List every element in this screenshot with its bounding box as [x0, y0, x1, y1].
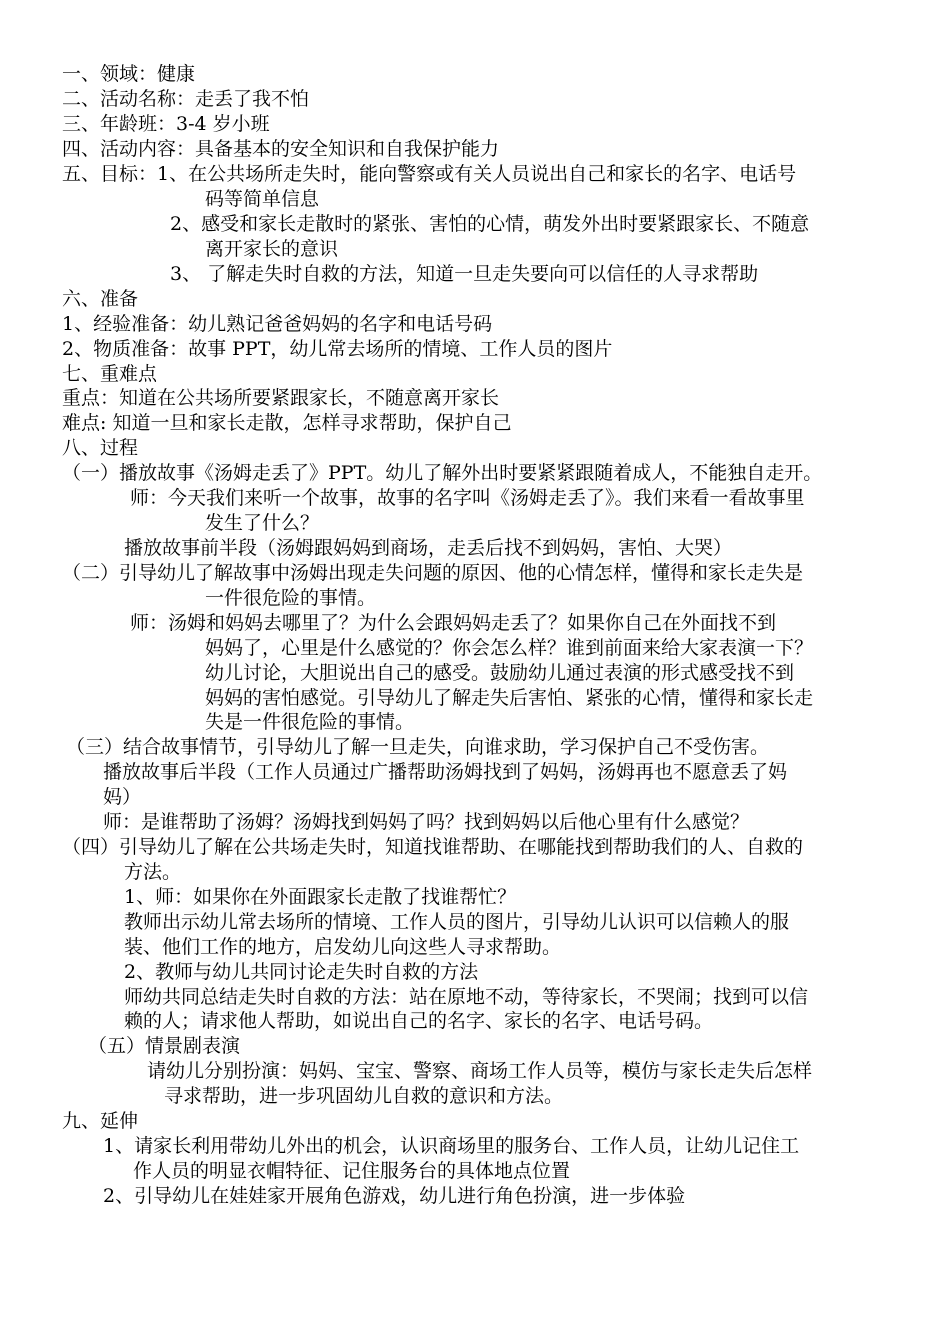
doc-line: （三）结合故事情节，引导幼儿了解一旦走失，向谁求助，学习保护自己不受伤害。 — [66, 736, 770, 758]
doc-line: 幼儿讨论，大胆说出自己的感受。鼓励幼儿通过表演的形式感受找不到 — [205, 662, 795, 684]
doc-line: 一件很危险的事情。 — [205, 587, 377, 609]
doc-line: （五）情景剧表演 — [88, 1035, 241, 1057]
doc-line: 播放故事后半段（工作人员通过广播帮助汤姆找到了妈妈，汤姆再也不愿意丢了妈 — [103, 761, 788, 783]
doc-line: 一、领域：健康 — [62, 63, 196, 85]
doc-line: 难点: 知道一旦和家长走散，怎样寻求帮助，保护自己 — [62, 412, 512, 434]
doc-line: 离开家长的意识 — [205, 238, 339, 260]
doc-line: 八、过程 — [62, 437, 139, 459]
doc-line: 赖的人；请求他人帮助，如说出自己的名字、家长的名字、电话号码。 — [124, 1010, 714, 1032]
doc-line: 2、感受和家长走散时的紧张、害怕的心情，萌发外出时要紧跟家长、不随意 — [170, 213, 810, 235]
doc-line: 失是一件很危险的事情。 — [205, 711, 415, 733]
doc-line: 妈） — [103, 786, 142, 808]
doc-line: 发生了什么？ — [205, 512, 320, 534]
doc-line: 方法。 — [124, 861, 182, 883]
doc-line: 师：汤姆和妈妈去哪里了？为什么会跟妈妈走丢了？如果你自己在外面找不到 — [130, 612, 777, 634]
doc-line: 码等简单信息 — [205, 188, 320, 210]
doc-line: 寻求帮助，进一步巩固幼儿自救的意识和方法。 — [164, 1085, 564, 1107]
doc-line: 四、活动内容：具备基本的安全知识和自我保护能力 — [62, 138, 500, 160]
doc-line: 二、活动名称：走丢了我不怕 — [62, 88, 310, 110]
doc-line: 妈妈的害怕感觉。引导幼儿了解走失后害怕、紧张的心情，懂得和家长走 — [205, 687, 814, 709]
doc-line: 播放故事前半段（汤姆跟妈妈到商场，走丢后找不到妈妈，害怕、大哭） — [124, 537, 733, 559]
doc-line: 妈妈了，心里是什么感觉的？你会怎么样？谁到前面来给大家表演一下？ — [205, 637, 814, 659]
doc-line: 1、经验准备：幼儿熟记爸爸妈妈的名字和电话号码 — [62, 313, 493, 335]
doc-line: 3、 了解走失时自救的方法，知道一旦走失要向可以信任的人寻求帮助 — [170, 263, 759, 285]
doc-line: 师：今天我们来听一个故事，故事的名字叫《汤姆走丢了》。我们来看一看故事里 — [130, 487, 805, 509]
doc-line: 2、教师与幼儿共同讨论走失时自救的方法 — [124, 961, 479, 983]
doc-line: 九、延伸 — [62, 1110, 139, 1132]
doc-line: （二）引导幼儿了解故事中汤姆出现走失问题的原因、他的心情怎样，懂得和家长走失是 — [62, 562, 804, 584]
doc-line: 教师出示幼儿常去场所的情境、工作人员的图片，引导幼儿认识可以信赖人的服 — [124, 911, 790, 933]
doc-line: 五、目标：1、在公共场所走失时，能向警察或有关人员说出自己和家长的名字、电话号 — [62, 163, 797, 185]
doc-line: 装、他们工作的地方，启发幼儿向这些人寻求帮助。 — [124, 936, 562, 958]
doc-line: 2、物质准备：故事 PPT，幼儿常去场所的情境、工作人员的图片 — [62, 338, 613, 360]
doc-line: 作人员的明显衣帽特征、记住服务台的具体地点位置 — [133, 1160, 571, 1182]
doc-line: 1、请家长利用带幼儿外出的机会，认识商场里的服务台、工作人员，让幼儿记住工 — [103, 1135, 800, 1157]
doc-line: 七、重难点 — [62, 363, 158, 385]
doc-line: 1、师：如果你在外面跟家长走散了找谁帮忙？ — [124, 886, 517, 908]
doc-line: 师：是谁帮助了汤姆？汤姆找到妈妈了吗？找到妈妈以后他心里有什么感觉？ — [103, 811, 750, 833]
doc-line: 请幼儿分别扮演：妈妈、宝宝、警察、商场工作人员等，模仿与家长走失后怎样 — [147, 1060, 813, 1082]
doc-line: 重点：知道在公共场所要紧跟家长，不随意离开家长 — [62, 387, 500, 409]
doc-line: （四）引导幼儿了解在公共场走失时，知道找谁帮助、在哪能找到帮助我们的人、自救的 — [62, 836, 804, 858]
doc-line: 2、引导幼儿在娃娃家开展角色游戏，幼儿进行角色扮演，进一步体验 — [103, 1185, 686, 1207]
doc-line: 三、年龄班：3-4 岁小班 — [62, 113, 270, 135]
doc-line: （一）播放故事《汤姆走丢了》PPT。幼儿了解外出时要紧紧跟随着成人，不能独自走开。 — [62, 462, 823, 484]
doc-line: 师幼共同总结走失时自救的方法：站在原地不动，等待家长，不哭闹；找到可以信 — [124, 986, 809, 1008]
doc-line: 六、准备 — [62, 288, 139, 310]
